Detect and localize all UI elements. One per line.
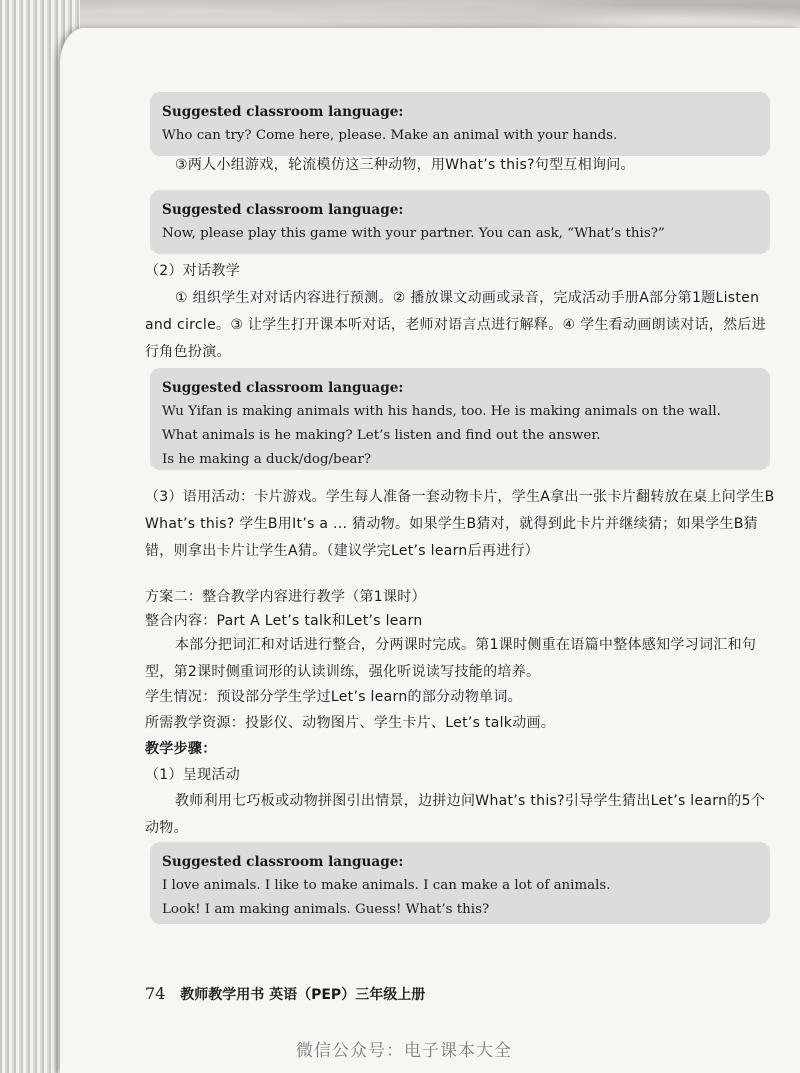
page-number: 74 — [145, 984, 166, 1003]
plan-2-title: 方案二：整合教学内容进行教学（第1课时） — [145, 589, 426, 605]
plan-2-steps-title: 教学步骤： — [145, 741, 217, 757]
box-line: Is he making a duck/dog/bear? — [162, 452, 372, 467]
box-heading: Suggested classroom language: — [162, 104, 404, 120]
page-footer — [145, 984, 425, 1004]
suggested-language-box-2 — [150, 190, 770, 254]
plan-2-description: 本部分把词汇和对话进行整合，分两课时完成。第1课时侧重在语篇中整体感知学习词汇和句型，第2课时侧重词形的认读训练，强化听说读写技能的培养。 — [145, 637, 757, 680]
box-line: I love animals. I like to make animals. I can make a lot of animals. — [162, 878, 611, 893]
box-heading: Suggested classroom language: — [162, 202, 404, 218]
section-3-body: （3）语用活动：卡片游戏。学生每人准备一套动物卡片，学生A拿出一张卡片翻转放在桌上问学生B What’s this? 学生B用It’s a ... 猜动物。如果学生B猜对，就得到此卡片并继续猜；如果学生B猜错，则拿出卡片让学生A猜。（建议学完Let’s learn后再进行） — [145, 489, 775, 559]
box-line: Who can try? Come here, please. Make an animal with your hands. — [162, 128, 618, 143]
box-line: Now, please play this game with your partner. You can ask, “What’s this?” — [162, 226, 665, 241]
section-2-body: ① 组织学生对对话内容进行预测。② 播放课文动画或录音，完成活动手册A部分第1题Listen and circle。③ 让学生打开课本听对话，老师对语言点进行解释。④ 学生看动画朗读对话，然后进行角色扮演。 — [145, 290, 767, 360]
plan-2-content: 整合内容：Part A Let’s talk和Let’s learn — [145, 613, 423, 629]
box-heading: Suggested classroom language: — [162, 380, 404, 396]
box-line: Wu Yifan is making animals with his hands, too. He is making animals on the wall. — [162, 404, 721, 419]
box-line: What animals is he making? Let’s listen and find out the answer. — [162, 428, 601, 443]
plan-2-students: 学生情况：预设部分学生学过Let’s learn的部分动物单词。 — [145, 689, 522, 705]
step-3-text: ③两人小组游戏，轮流模仿这三种动物，用What’s this?句型互相询问。 — [175, 157, 635, 173]
plan-2-resources: 所需教学资源：投影仪、动物图片、学生卡片、Let’s talk动画。 — [145, 715, 556, 731]
section-2-title: （2）对话教学 — [145, 263, 241, 279]
book-title: 教师教学用书 英语（PEP）三年级上册 — [180, 987, 426, 1003]
step-1-body: 教师利用七巧板或动物拼图引出情景，边拼边问What’s this?引导学生猜出Let’s learn的5个动物。 — [145, 793, 766, 836]
suggested-language-box-4 — [150, 842, 770, 924]
suggested-language-box-3 — [150, 368, 770, 470]
step-1-title: （1）呈现活动 — [145, 767, 241, 783]
box-line: Look! I am making animals. Guess! What’s this? — [162, 902, 490, 917]
box-heading: Suggested classroom language: — [162, 854, 404, 870]
suggested-language-box-1 — [150, 92, 770, 156]
watermark: 微信公众号：电子课本大全 — [296, 1041, 512, 1061]
